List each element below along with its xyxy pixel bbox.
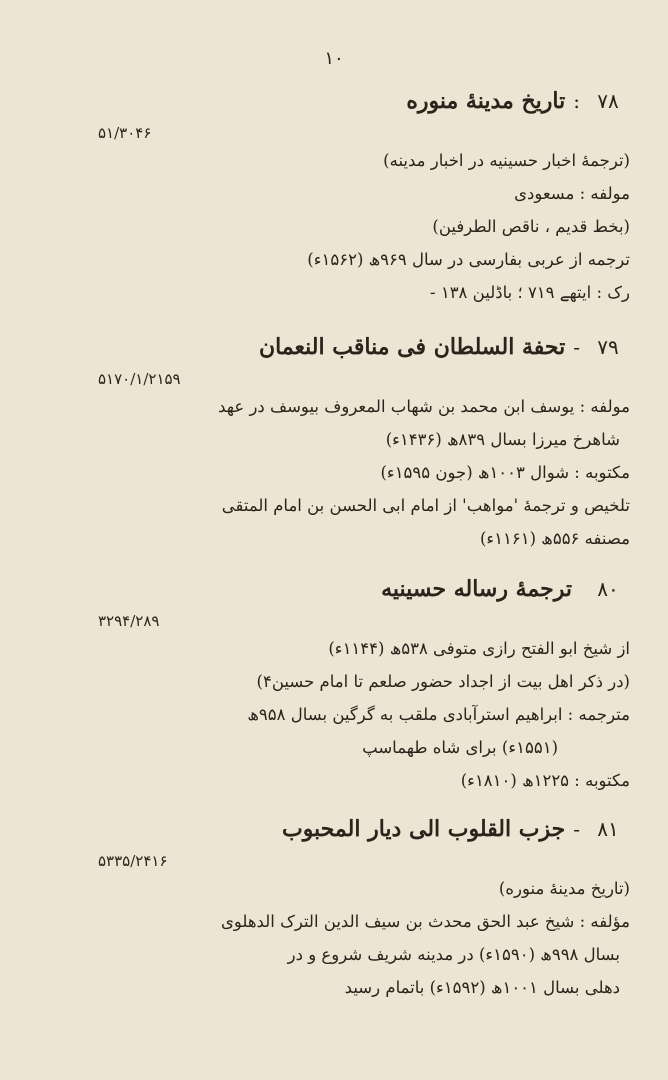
entry-line: (در ذکر اهل بیت از اجداد حضور صلعم تا امام حسین۴) xyxy=(256,672,630,691)
entry-line: بسال ۹۹۸ھ (۱۵۹۰ء) در مدینه شریف شروع و در xyxy=(287,945,620,964)
entry-title: ترجمهٔ رساله حسینیه xyxy=(381,576,572,602)
entry-separator: - xyxy=(573,335,580,359)
entry-number: ۸۰ xyxy=(597,577,619,601)
entry-line: مترجمه : ابراهیم استرآبادی ملقب به گرگین بسال ۹۵۸ھ xyxy=(247,705,630,724)
entry-title-row xyxy=(38,816,630,850)
entry-line: ترجمه از عربی بفارسی در سال ۹۶۹ھ (۱۵۶۲ء) xyxy=(307,250,630,269)
entry-title: تحفة السلطان فی مناقب النعمان xyxy=(258,334,566,360)
entry-line: دهلی بسال ۱۰۰۱ھ (۱۵۹۲ء) باتمام رسید xyxy=(344,978,620,997)
entry-number: ۷۸ xyxy=(597,89,619,113)
catalog-entry-79 xyxy=(38,334,630,555)
entry-title-row xyxy=(38,576,630,610)
entry-title-row xyxy=(38,88,630,122)
entry-line: از شیخ ابو الفتح رازی متوفی ۵۳۸ھ (۱۱۴۴ء) xyxy=(328,639,630,658)
manuscript-ref: ۵۱۷۰/۱/۲۱۵۹ xyxy=(98,370,181,388)
entry-title: تاریخ مدینهٔ منوره xyxy=(406,88,566,114)
manuscript-ref: ۵۳۳۵/۲۴۱۶ xyxy=(98,852,168,870)
entry-line: مؤلفه : شیخ عبد الحق محدث بن سیف الدین الترک الدهلوی xyxy=(220,912,630,931)
entry-line: شاهرخ میرزا بسال ۸۳۹ھ (۱۴۳۶ء) xyxy=(385,430,620,449)
entry-line: (۱۵۵۱ء) برای شاه طهماسپ xyxy=(362,738,558,757)
entry-line: مکتوبه : شوال ۱۰۰۳ھ (جون ۱۵۹۵ء) xyxy=(380,463,630,482)
catalog-entry-78 xyxy=(38,88,630,309)
entry-line: مولفه : یوسف ابن محمد بن شهاب المعروف بیوسف در عهد xyxy=(218,397,630,416)
page-number: ۱۰ xyxy=(324,48,344,69)
entry-line: تلخیص و ترجمهٔ 'مواهب' از امام ابی الحسن بن امام المتقی xyxy=(221,496,630,515)
catalog-entry-80 xyxy=(38,576,630,797)
entry-line: (بخط قدیم ، ناقص الطرفین) xyxy=(432,217,630,236)
entry-line: رک : ایتھے ۷۱۹ ؛ باڈلین ۱۳۸ - xyxy=(430,283,630,302)
entry-number: ۸۱ xyxy=(597,817,619,841)
entry-line: مکتوبه : ۱۲۲۵ھ (۱۸۱۰ء) xyxy=(460,771,630,790)
entry-line: (تاریخ مدینهٔ منوره) xyxy=(498,879,630,898)
entry-title: جزب القلوب الی دیار المحبوب xyxy=(281,816,566,842)
catalog-entry-81 xyxy=(38,816,630,1004)
entry-separator: - xyxy=(573,817,580,841)
entry-title-row xyxy=(38,334,630,368)
entry-line: مصنفه ۵۵۶ھ (۱۱۶۱ء) xyxy=(479,529,630,548)
manuscript-ref: ۵۱/۳۰۴۶ xyxy=(98,124,152,142)
entry-line: (ترجمهٔ اخبار حسینیه در اخبار مدینه) xyxy=(383,151,630,170)
entry-separator: : xyxy=(573,89,580,113)
manuscript-ref: ۳۲۹۴/۲۸۹ xyxy=(98,612,160,630)
entry-number: ۷۹ xyxy=(597,335,619,359)
entry-line: مولفه : مسعودی xyxy=(514,184,630,203)
